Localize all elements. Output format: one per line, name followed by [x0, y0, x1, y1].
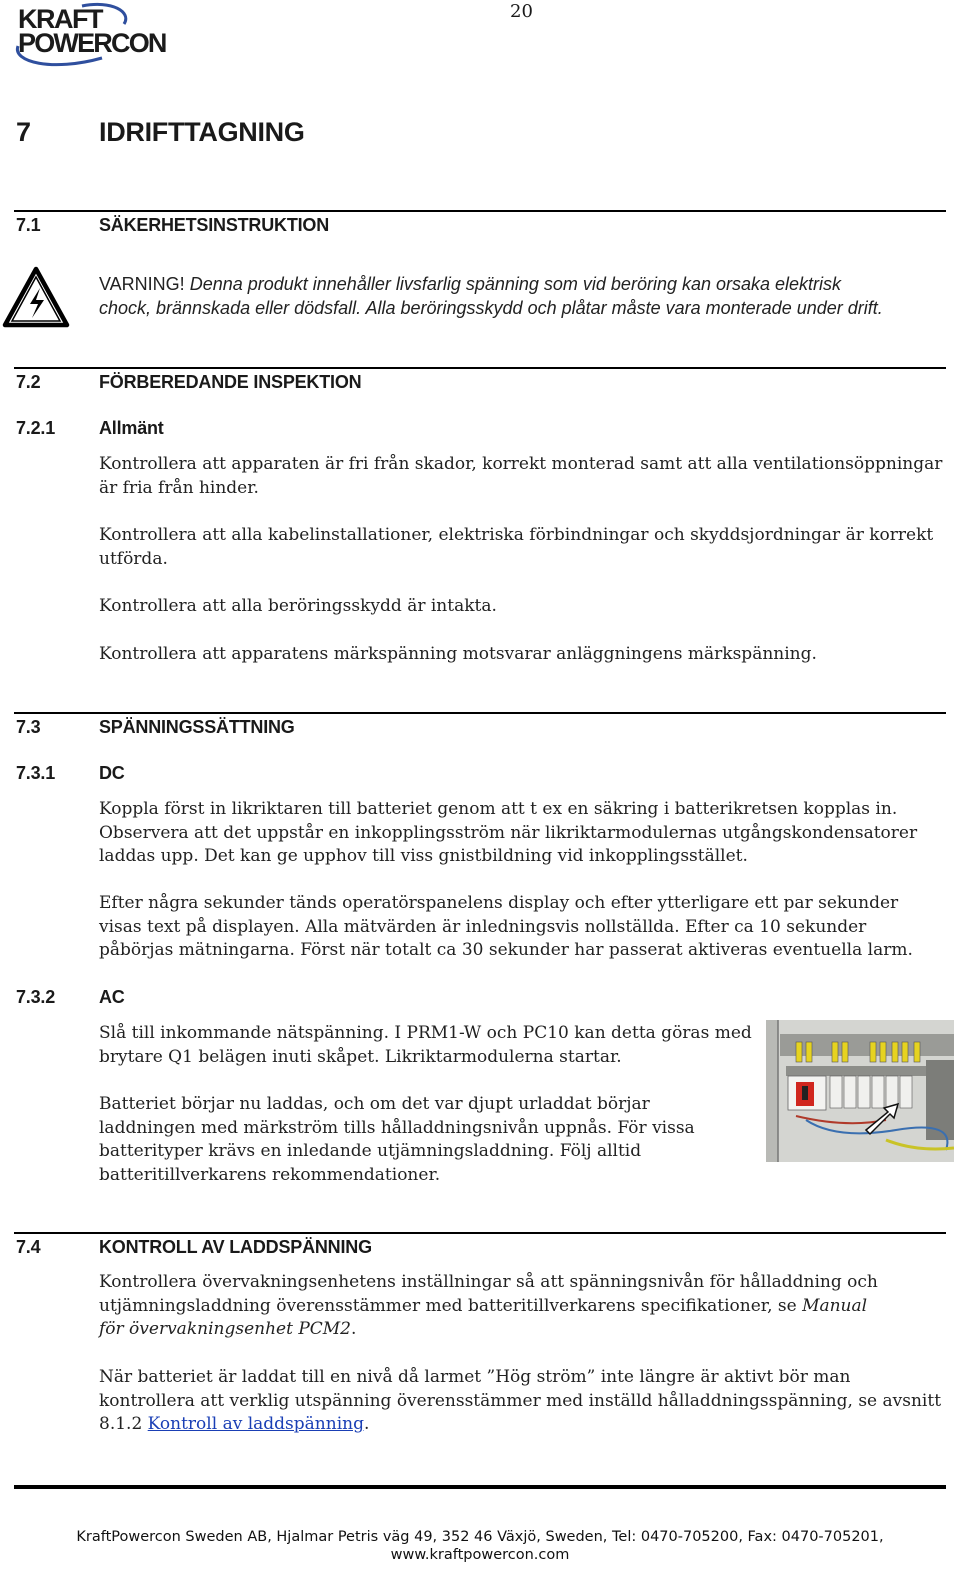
paragraph-end: . — [363, 1414, 370, 1434]
page-number: 20 — [510, 1, 533, 22]
warning-text-line2: chock, brännskada eller dödsfall. Alla beröringsskydd och plåtar måste vara monterade under drift. — [99, 298, 883, 318]
paragraph — [99, 1271, 889, 1342]
warning-label: VARNING! — [99, 274, 185, 294]
electric-hazard-warning-icon — [2, 266, 70, 328]
subsection-title: AC — [99, 987, 125, 1007]
paragraph — [99, 1366, 947, 1437]
chapter-title: IDRIFTTAGNING — [99, 117, 305, 147]
paragraph: Kontrollera att apparaten är fri från skador, korrekt monterad samt att alla ventilationsöppningar är fria från hinder. — [99, 454, 943, 498]
paragraph: Kontrollera att alla kabelinstallationer, elektriska förbindningar och skyddsjordningar är korrekt utförda. — [99, 525, 934, 569]
subsection-title: DC — [99, 763, 125, 783]
footer-address — [14, 1528, 946, 1564]
cabinet-switch-photo — [766, 1020, 954, 1162]
section-title: FÖRBEREDANDE INSPEKTION — [99, 372, 362, 392]
subsection-number: 7.2.1 — [16, 418, 56, 438]
subsection-title: Allmänt — [99, 418, 164, 438]
section-number: 7.2 — [16, 372, 41, 392]
subsection-number: 7.3.2 — [16, 987, 56, 1007]
section-title: SÄKERHETSINSTRUKTION — [99, 215, 330, 235]
section-link[interactable]: Kontroll av laddspänning — [147, 1414, 364, 1434]
paragraph-text: När batteriet är laddat till en nivå då larmet ”Hög ström” inte längre är aktivt bör man kontrollera att verklig utspänning överensstämmer med inställd hålladdningsspänning, se avsnitt 8.1.2 — [99, 1367, 942, 1434]
paragraph: Kontrollera att apparatens märkspänning motsvarar anläggningens märkspänning. — [99, 644, 817, 664]
paragraph: Koppla först in likriktaren till batteriet genom att t ex en säkring i batterikretsen kopplas in. Observera att det uppstår en inkopplingsström när likriktarmodulernas utgångskondensatorer laddas upp. Det kan ge upphov till viss gnistbildning vid inkopplingsstället. — [99, 799, 918, 866]
paragraph: Efter några sekunder tänds operatörspanelens display och efter ytterligare ett par sekunder visas text på displayen. Alla mätvärden är inledningsvis nollställda. Efter ca 10 sekunder påbörjas mätningarna. Först när totalt ca 30 sekunder har passerat aktiveras eventuella larm. — [99, 893, 913, 960]
warning-paragraph — [99, 272, 949, 320]
section-rule — [14, 367, 946, 369]
logo-text-powercon: POWERCON — [18, 28, 166, 58]
company-logo — [12, 2, 184, 70]
section-number: 7.4 — [16, 1237, 41, 1257]
paragraph-end: . — [351, 1319, 357, 1339]
subsection-number: 7.3.1 — [16, 763, 56, 783]
chapter-number: 7 — [16, 117, 31, 147]
section-rule — [14, 1232, 946, 1234]
paragraph-text: Kontrollera övervakningsenhetens inställningar så att spänningsnivån för hålladdning och utjämningsladdning överensstämmer med batteritillverkarens specifikationer, se — [99, 1272, 878, 1316]
section-rule — [14, 210, 946, 212]
section-rule — [14, 712, 946, 714]
footer-website: www.kraftpowercon.com — [390, 1547, 570, 1563]
paragraph: Kontrollera att alla beröringsskydd är intakta. — [99, 596, 497, 616]
manual-reference: Manual för övervakningsenhet PCM2 — [99, 1295, 868, 1339]
paragraph: Slå till inkommande nätspänning. I PRM1-W och PC10 kan detta göras med brytare Q1 belägen inuti skåpet. Likriktarmodulerna startar. — [99, 1023, 752, 1067]
paragraph: Batteriet börjar nu laddas, och om det var djupt urladdat börjar laddningen med märkström tills hålladdningsnivån uppnås. För vissa batterityper krävs en inledande utjämningsladdning. Följ alltid batteritillverkarens rekommendationer. — [99, 1094, 695, 1185]
section-title: KONTROLL AV LADDSPÄNNING — [99, 1237, 372, 1257]
warning-text-line1: Denna produkt innehåller livsfarlig spänning som vid beröring kan orsaka elektrisk — [184, 274, 842, 294]
footer-rule — [14, 1485, 946, 1489]
footer-line1: KraftPowercon Sweden AB, Hjalmar Petris väg 49, 352 46 Växjö, Sweden, Tel: 0470-705200, Fax: 0470-705201, — [76, 1529, 884, 1545]
breaker-q1-photo-icon — [766, 1020, 954, 1162]
section-number: 7.3 — [16, 717, 41, 737]
section-title: SPÄNNINGSSÄTTNING — [99, 717, 295, 737]
logo-text-kraft: KRAFT — [18, 4, 102, 34]
section-number: 7.1 — [16, 215, 41, 235]
